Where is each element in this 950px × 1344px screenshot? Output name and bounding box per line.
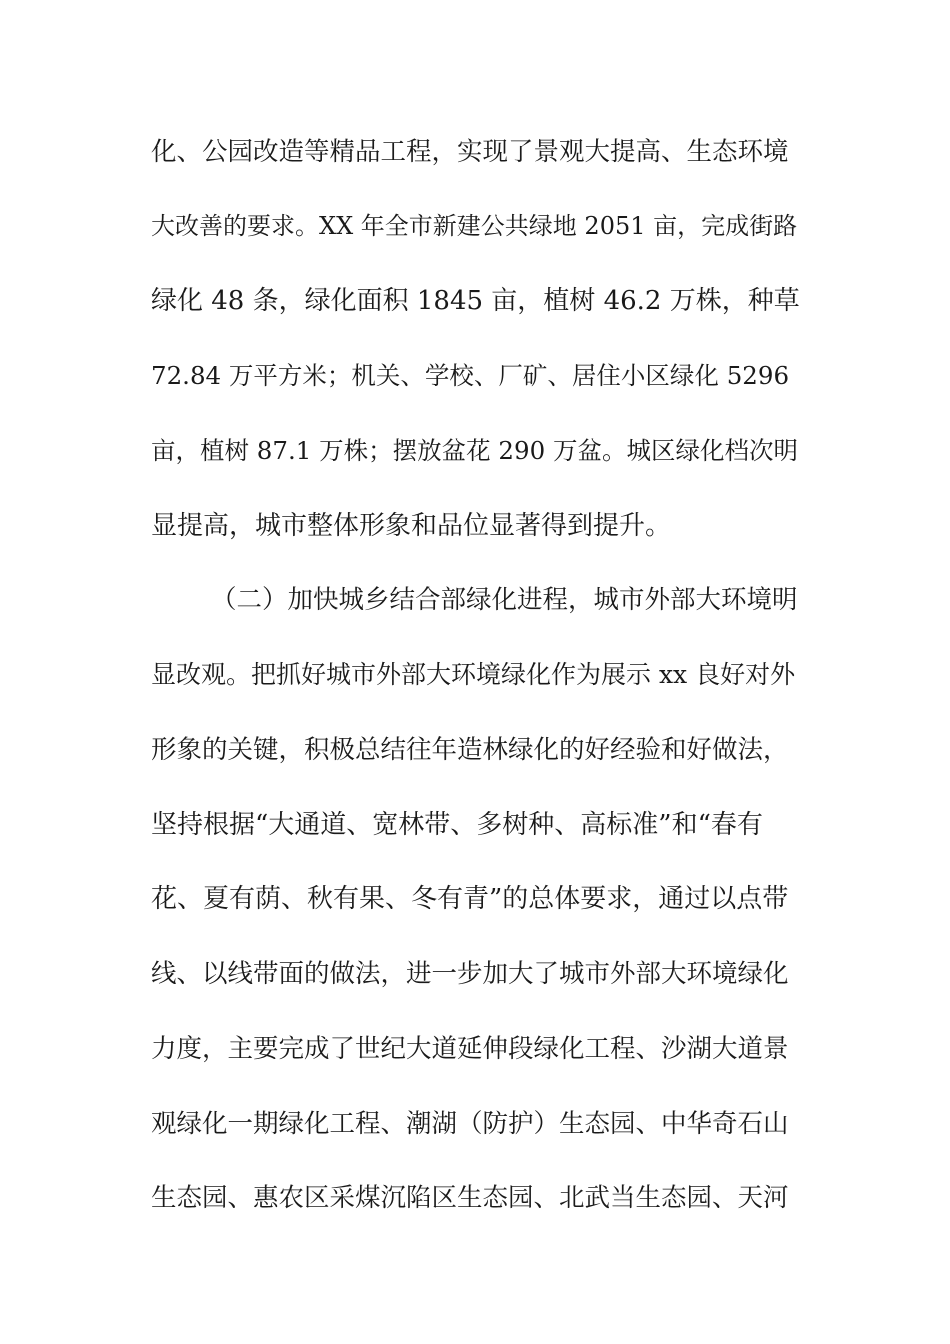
paragraph-line: 绿化 48 条，绿化面积 1845 亩，植树 46.2 万株，种草 [151,286,800,316]
paragraph-line: 生态园、惠农区采煤沉陷区生态园、北武当生态园、天河 [151,1183,789,1213]
paragraph-line: 亩，植树 87.1 万株；摆放盆花 290 万盆。城区绿化档次明 [151,436,798,465]
paragraph-line: 力度，主要完成了世纪大道延伸段绿化工程、沙湖大道景 [151,1034,789,1064]
section-heading-line: （二）加快城乡结合部绿化进程，城市外部大环境明 [211,585,798,615]
paragraph-line: 显改观。把抓好城市外部大环境绿化作为展示 xx 良好对外 [151,660,796,689]
paragraph-line: 花、夏有荫、秋有果、冬有青”的总体要求，通过以点带 [151,884,789,914]
paragraph-line: 坚持根据“大通道、宽林带、多树种、高标准”和“春有 [151,810,763,840]
paragraph-line: 化、公园改造等精品工程，实现了景观大提高、生态环境 [151,137,789,167]
paragraph-line: 大改善的要求。XX 年全市新建公共绿地 2051 亩，完成街路 [151,212,798,240]
paragraph-line: 形象的关键，积极总结往年造林绿化的好经验和好做法， [151,735,789,765]
paragraph-line: 72.84 万平方米；机关、学校、厂矿、居住小区绿化 5296 [151,361,790,390]
paragraph-line: 线、以线带面的做法，进一步加大了城市外部大环境绿化 [151,959,789,989]
paragraph-line: 观绿化一期绿化工程、潮湖（防护）生态园、中华奇石山 [151,1109,789,1139]
paragraph-line: 显提高，城市整体形象和品位显著得到提升。 [151,511,672,541]
